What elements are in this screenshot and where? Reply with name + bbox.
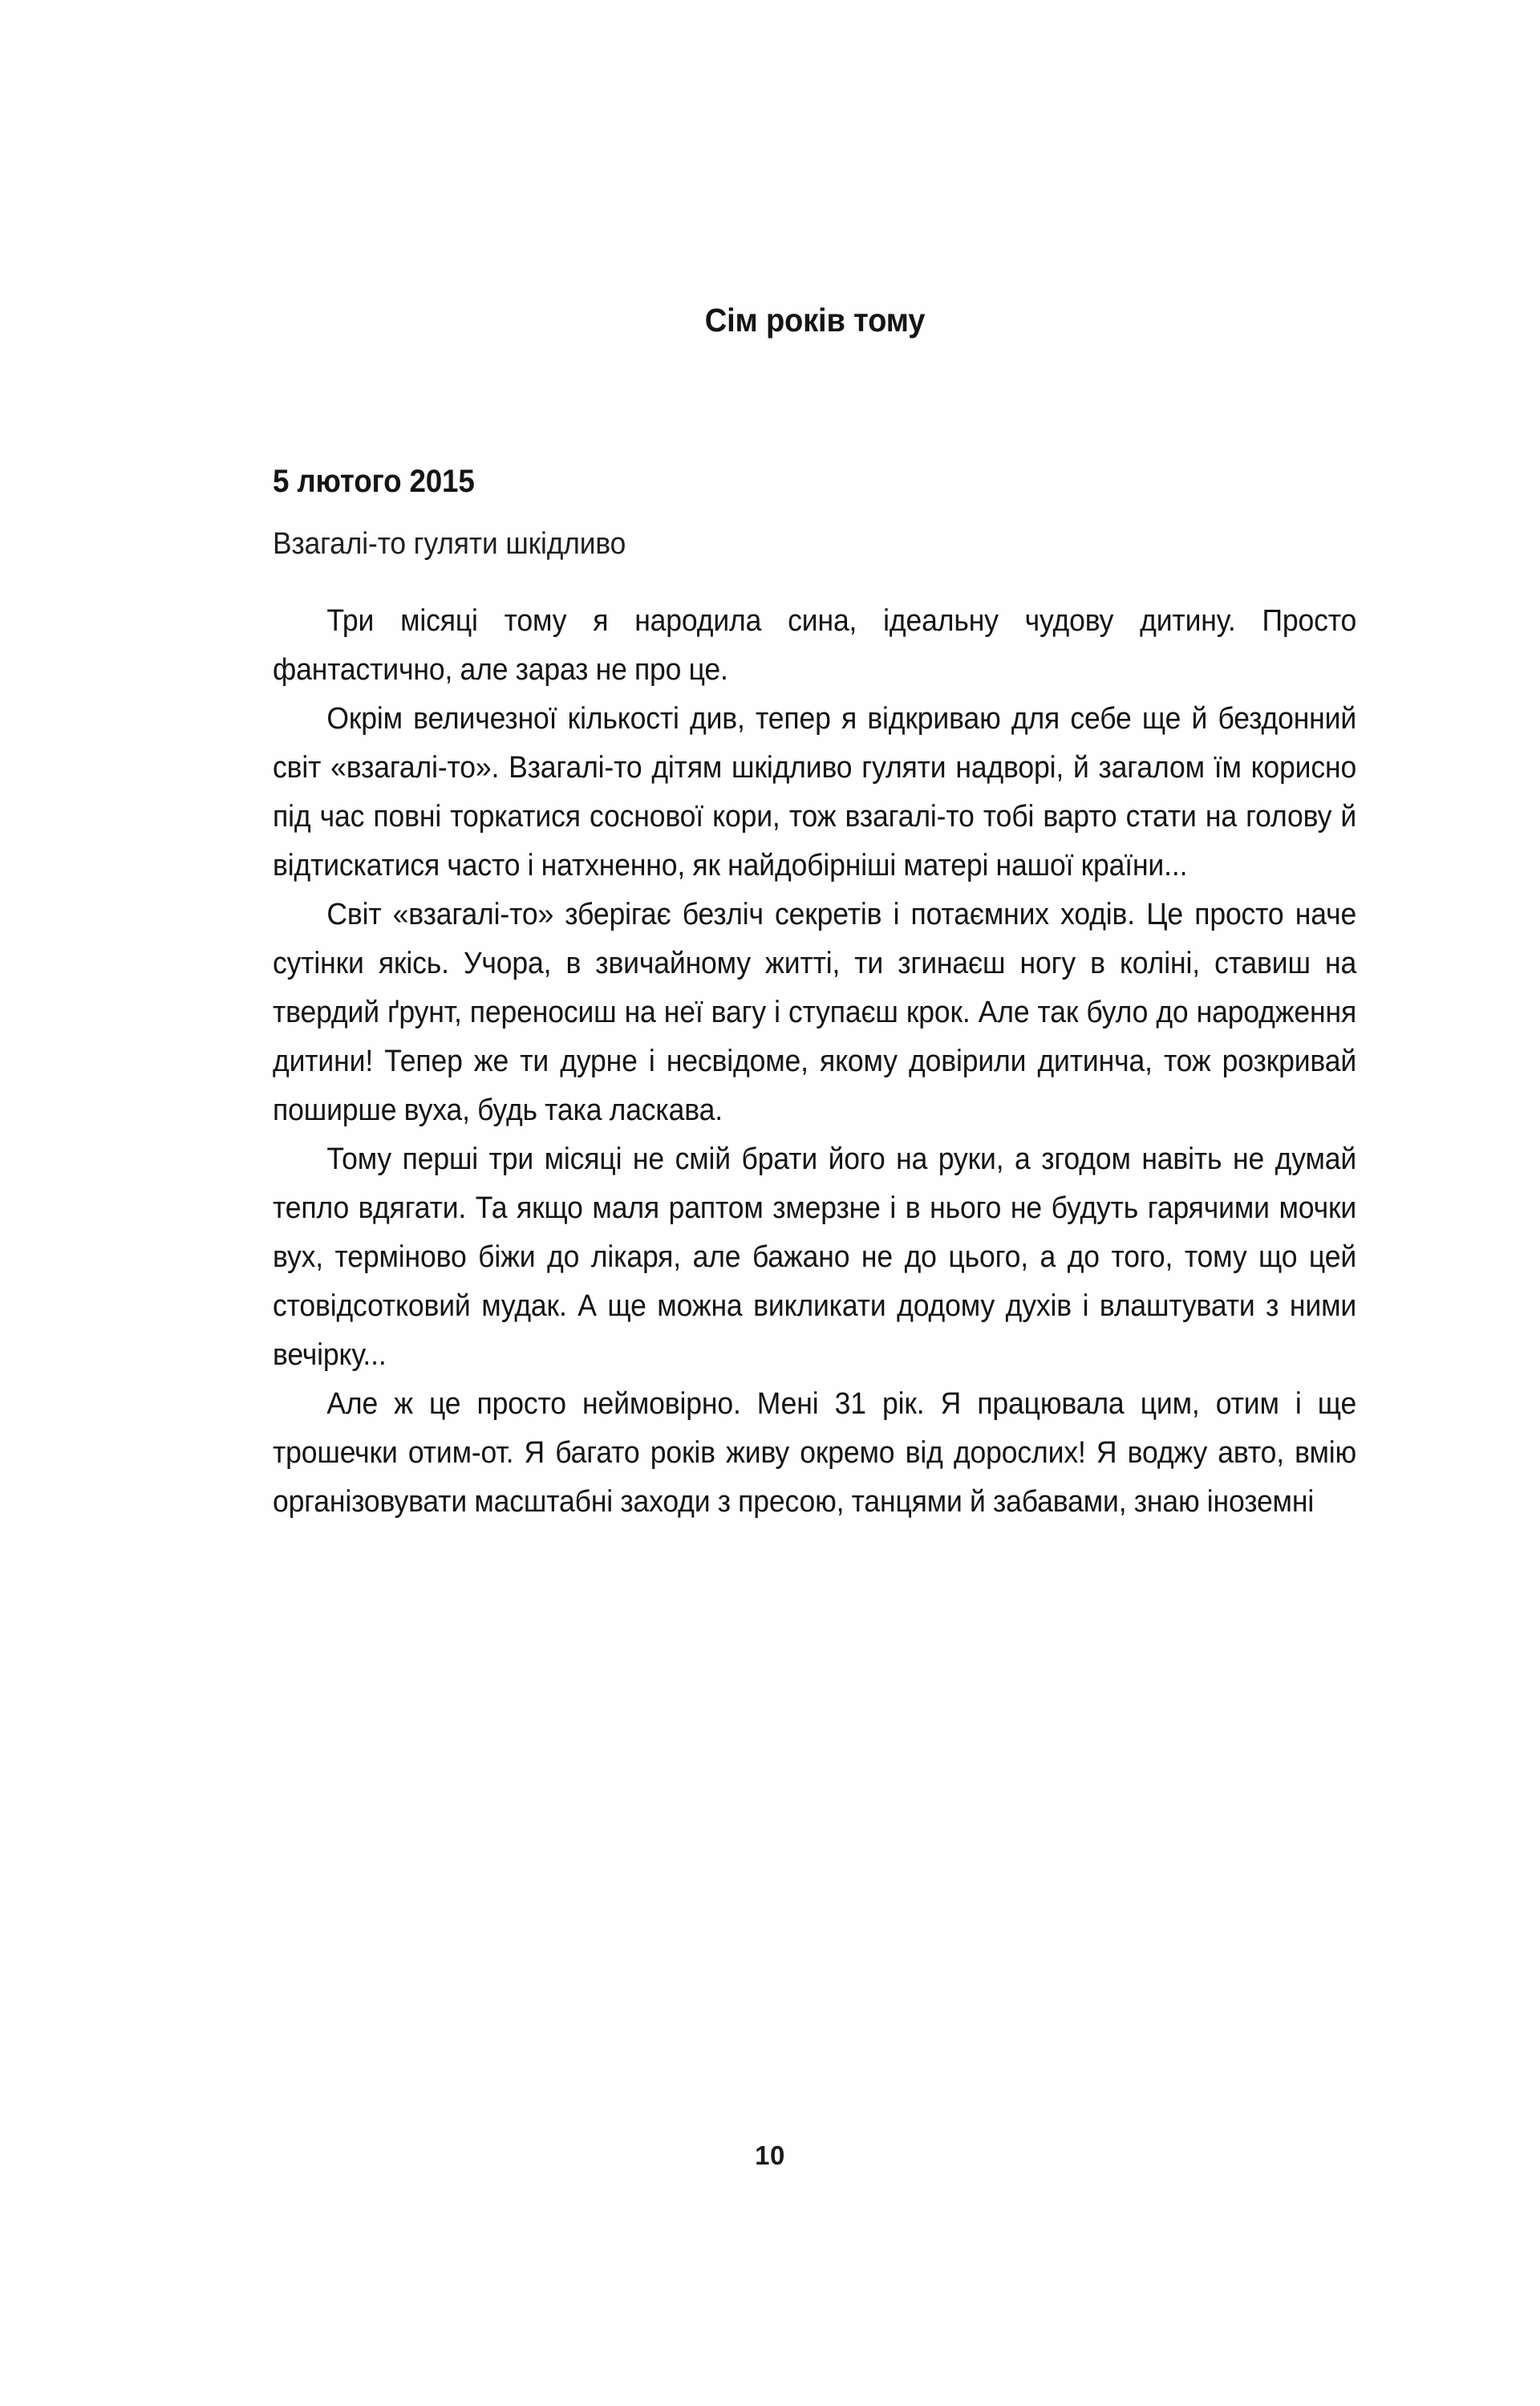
paragraph: Три місяці тому я народила сина, ідеальну чудову дитину. Просто фантастично, але зараз не про це. [273, 603, 1357, 687]
date-heading: 5 лютого 2015 [273, 464, 475, 500]
page-number: 10 [755, 2140, 785, 2170]
paragraph: Окрім величезної кількості див, тепер я відкриваю для себе ще й бездонний світ «взагалі-то». Взагалі-то дітям шкідливо гуляти надворі, й загалом їм корисно під час повні торкатися соснової кори, тож взагалі-то тобі варто стати на голову й відтискатися часто і натхненно, як найдобірніші матері нашої країни... [273, 701, 1357, 882]
chapter-title: Сім років тому [704, 302, 926, 339]
text-column [273, 0, 1357, 1527]
paragraph: Але ж це просто неймовірно. Мені 31 рік. Я працювала цим, отим і ще трошечки отим-от. Я багато років живу окремо від дорослих! Я воджу авто, вмію організовувати масштабні заходи з пресою, танцями й забавами, знаю іноземні [273, 1386, 1357, 1519]
paragraph: Світ «взагалі-то» зберігає безліч секретів і потаємних ходів. Це просто наче сутінки якісь. Учора, в звичайному житті, ти згинаєш ногу в коліні, ставиш на твердий ґрунт, переносиш на неї вагу і ступаєш крок. Але так було до народження дитини! Тепер же ти дурне і несвідоме, якому довірили дитинча, тож розкривай поширше вуха, будь така ласкава. [273, 897, 1357, 1127]
body-text [273, 562, 1357, 1527]
paragraph: Тому перші три місяці не смій брати його на руки, а згодом навіть не думай тепло вдягати. Та якщо маля раптом змерзне і в нього не будуть гарячими мочки вух, терміново біжи до лікаря, але бажано не до цього, а до того, тому що цей стовідсотковий мудак. А ще можна викликати додому духів і влаштувати з ними вечірку... [273, 1142, 1357, 1372]
entry-subtitle: Взагалі-то гуляти шкідливо [273, 527, 626, 562]
